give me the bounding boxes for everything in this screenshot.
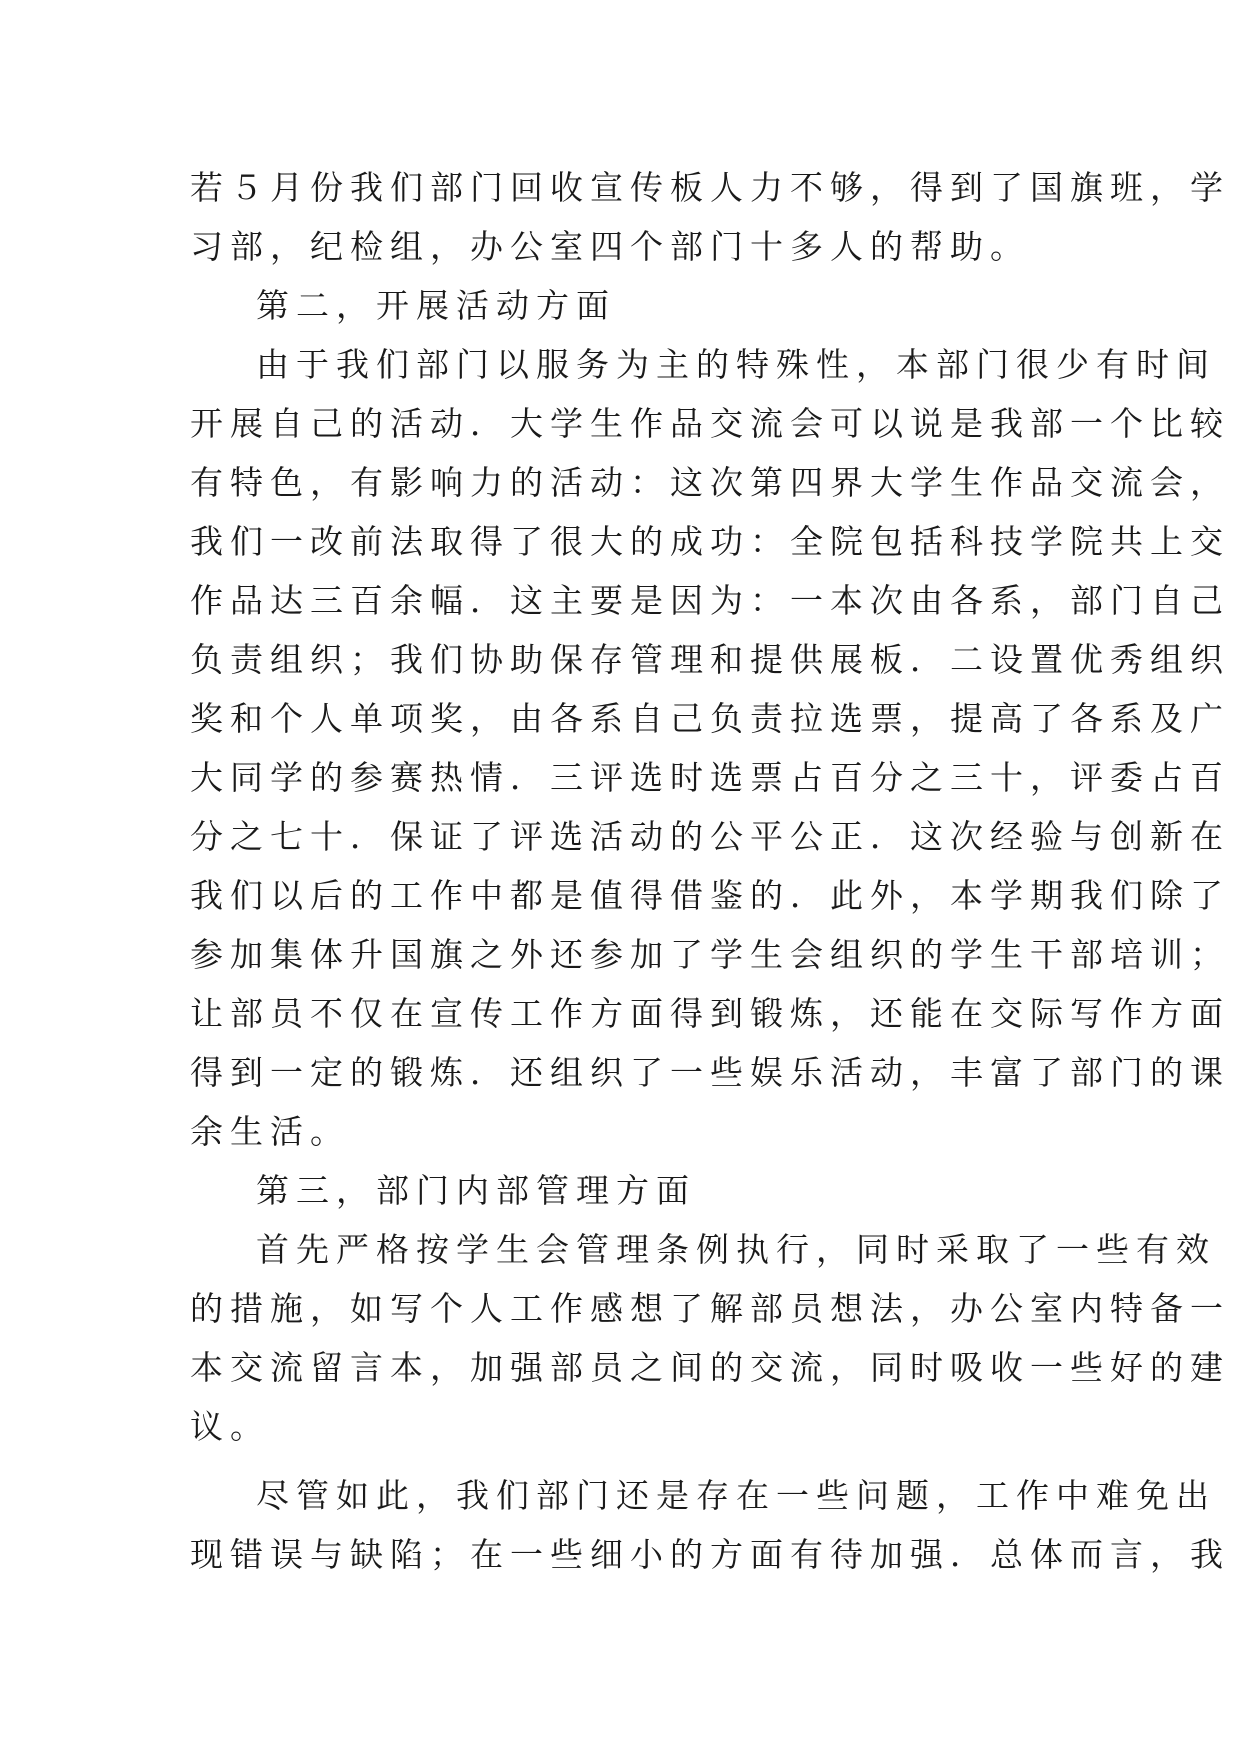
text-line: 让部员不仅在宣传工作方面得到锻炼，还能在交际写作方面 [190, 994, 1230, 1033]
section-heading: 第三，部门内部管理方面 [256, 1171, 696, 1210]
text-line: 若５月份我们部门回收宣传板人力不够，得到了国旗班，学 [190, 168, 1230, 207]
text-line: 得到一定的锻炼．还组织了一些娱乐活动，丰富了部门的课 [190, 1053, 1230, 1092]
text-line: 议。 [190, 1407, 270, 1446]
text-line: 首先严格按学生会管理条例执行，同时采取了一些有效 [256, 1230, 1216, 1269]
text-line: 开展自己的活动．大学生作品交流会可以说是我部一个比较 [190, 404, 1230, 443]
section-heading: 第二，开展活动方面 [256, 286, 616, 325]
text-line: 余生活。 [190, 1112, 350, 1151]
text-line: 分之七十．保证了评选活动的公平公正．这次经验与创新在 [190, 817, 1230, 856]
text-line: 负责组织；我们协助保存管理和提供展板．二设置优秀组织 [190, 640, 1230, 679]
text-line: 的措施，如写个人工作感想了解部员想法，办公室内特备一 [190, 1289, 1230, 1328]
text-line: 参加集体升国旗之外还参加了学生会组织的学生干部培训； [190, 935, 1230, 974]
text-line: 有特色，有影响力的活动：这次第四界大学生作品交流会， [190, 463, 1230, 502]
text-line: 尽管如此，我们部门还是存在一些问题，工作中难免出 [256, 1476, 1216, 1515]
text-line: 我们以后的工作中都是值得借鉴的．此外，本学期我们除了 [190, 876, 1230, 915]
text-line: 现错误与缺陷；在一些细小的方面有待加强．总体而言，我 [190, 1535, 1230, 1574]
text-line: 奖和个人单项奖，由各系自己负责拉选票，提高了各系及广 [190, 699, 1230, 738]
document-body [190, 158, 1230, 1584]
text-line: 我们一改前法取得了很大的成功：全院包括科技学院共上交 [190, 522, 1230, 561]
text-line: 本交流留言本，加强部员之间的交流，同时吸收一些好的建 [190, 1348, 1230, 1387]
text-line: 由于我们部门以服务为主的特殊性，本部门很少有时间 [256, 345, 1216, 384]
text-line: 大同学的参赛热情．三评选时选票占百分之三十，评委占百 [190, 758, 1230, 797]
text-line: 习部，纪检组，办公室四个部门十多人的帮助。 [190, 227, 1030, 266]
text-line: 作品达三百余幅．这主要是因为：一本次由各系，部门自己 [190, 581, 1230, 620]
